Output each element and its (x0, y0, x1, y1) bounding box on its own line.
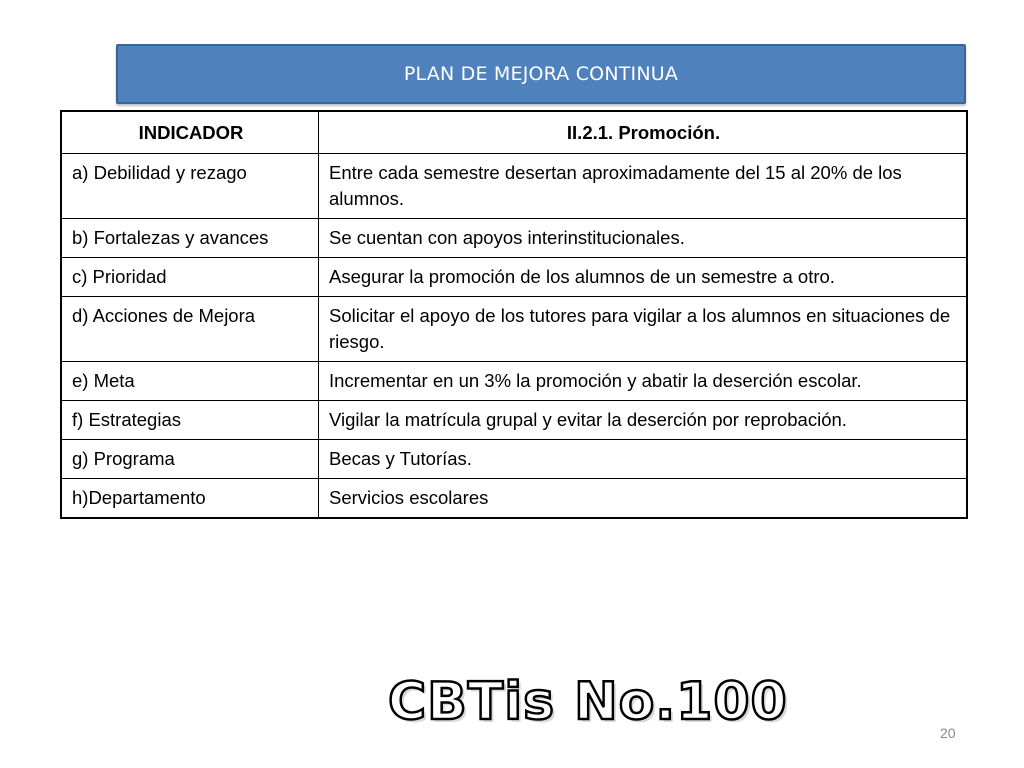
table-row (61, 440, 967, 479)
header-indicator-code: II.2.1. Promoción. (319, 111, 968, 154)
row-label: h)Departamento (61, 479, 319, 519)
table-row (61, 219, 967, 258)
row-value: Se cuentan con apoyos interinstitucionales. (319, 219, 968, 258)
row-value: Servicios escolares (319, 479, 968, 519)
row-value: Vigilar la matrícula grupal y evitar la deserción por reprobación. (319, 401, 968, 440)
row-label: a) Debilidad y rezago (61, 154, 319, 219)
table-row (61, 297, 967, 362)
table-row (61, 401, 967, 440)
slide-title (116, 44, 966, 104)
row-label: b) Fortalezas y avances (61, 219, 319, 258)
improvement-plan-table (60, 110, 968, 519)
table-row (61, 362, 967, 401)
row-value: Asegurar la promoción de los alumnos de un semestre a otro. (319, 258, 968, 297)
school-name-wordart: CBTis No.100 (388, 672, 788, 732)
row-value: Incrementar en un 3% la promoción y abatir la deserción escolar. (319, 362, 968, 401)
row-label: d) Acciones de Mejora (61, 297, 319, 362)
row-label: e) Meta (61, 362, 319, 401)
table-row (61, 258, 967, 297)
table-header-row (61, 111, 967, 154)
row-label: g) Programa (61, 440, 319, 479)
row-value: Entre cada semestre desertan aproximadamente del 15 al 20% de los alumnos. (319, 154, 968, 219)
table-row (61, 154, 967, 219)
header-indicator: INDICADOR (61, 111, 319, 154)
row-value: Solicitar el apoyo de los tutores para vigilar a los alumnos en situaciones de riesgo. (319, 297, 968, 362)
row-value: Becas y Tutorías. (319, 440, 968, 479)
row-label: c) Prioridad (61, 258, 319, 297)
slide-title-text: PLAN DE MEJORA CONTINUA (403, 63, 679, 85)
page-number: 20 (940, 725, 956, 741)
row-label: f) Estrategias (61, 401, 319, 440)
table-row (61, 479, 967, 519)
